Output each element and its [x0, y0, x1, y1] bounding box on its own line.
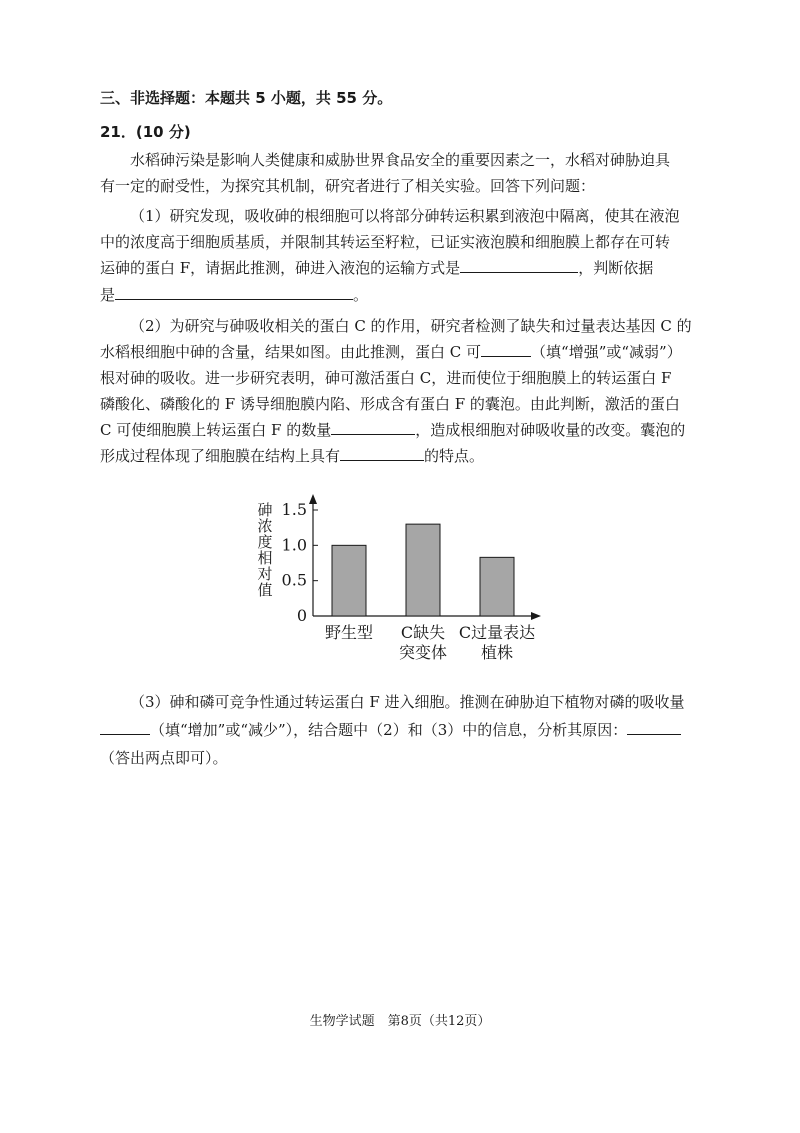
part2-line-1: （2）为研究与砷吸收相关的蛋白 C 的作用，研究者检测了缺失和过量表达基因 C 的: [130, 317, 692, 335]
part2-line-2-text-b: （填“增强”或“减弱”）: [531, 343, 682, 361]
answer-blank-basis[interactable]: [115, 285, 353, 300]
intro-line-2: 有一定的耐受性，为探究其机制，研究者进行了相关实验。回答下列问题：: [100, 177, 596, 195]
part3-line-3: （答出两点即可）。: [100, 749, 228, 767]
part2-line-6-text-a: 形成过程体现了细胞膜在结构上具有: [100, 447, 341, 465]
x-tick-label: 野生型: [324, 623, 374, 642]
part3-line-1: （3）砷和磷可竞争性通过转运蛋白 F 进入细胞。推测在砷胁迫下植物对磷的吸收量: [130, 693, 685, 711]
part3-line-2: [100, 720, 681, 740]
part1-line-3-text-b: ，判断依据: [578, 259, 654, 277]
part1-line-3: [100, 258, 653, 278]
x-tick-label: 突变体: [398, 643, 448, 662]
chart-ylabel-char: 相: [257, 549, 273, 567]
x-axis-arrow: [531, 612, 541, 620]
x-tick-label: C缺失: [400, 623, 446, 642]
y-tick-label: 1.5: [281, 500, 307, 519]
answer-blank-membrane-feature[interactable]: [340, 446, 424, 461]
bar: [332, 545, 366, 616]
arsenic-bar-chart: [255, 490, 565, 680]
question-number: 21．(10 分): [100, 123, 191, 141]
part2-line-5-text-a: C 可使细胞膜上转运蛋白 F 的数量: [100, 421, 332, 439]
chart-ylabel-char: 浓: [257, 517, 273, 535]
chart-ylabel-char: 砷: [257, 501, 273, 519]
part2-line-5: [100, 420, 685, 440]
part2-line-3: 根对砷的吸收。进一步研究表明，砷可激活蛋白 C，进而使位于细胞膜上的转运蛋白 F: [100, 369, 672, 387]
y-axis-arrow: [309, 494, 317, 504]
y-tick-label: 0.5: [281, 570, 307, 590]
part1-line-4-text-a: 是: [100, 286, 116, 304]
y-tick-label: 0: [296, 606, 307, 625]
x-tick-label: C过量表达: [458, 623, 536, 642]
y-tick-label: 1.0: [281, 535, 307, 555]
part2-line-2: [100, 342, 682, 362]
answer-blank-transport-mode[interactable]: [460, 258, 578, 273]
part1-line-2: 中的浓度高于细胞质基质，并限制其转运至籽粒，已证实液泡膜和细胞膜上都存在可转: [100, 233, 671, 251]
part2-line-2-text-a: 水稻根细胞中砷的含量，结果如图。由此推测，蛋白 C 可: [100, 343, 482, 361]
part1-line-4-text-b: 。: [353, 286, 369, 304]
answer-blank-enhance-weaken[interactable]: [481, 342, 531, 357]
chart-ylabel-char: 对: [257, 565, 273, 583]
section-header: 三、非选择题：本题共 5 小题，共 55 分。: [100, 89, 393, 107]
intro-line-1: 水稻砷污染是影响人类健康和威胁世界食品安全的重要因素之一，水稻对砷胁迫具: [130, 151, 671, 169]
chart-ylabel: [255, 502, 275, 598]
chart-ylabel-char: 值: [257, 581, 273, 599]
part1-line-4: [100, 285, 368, 305]
x-tick-label: 植株: [480, 643, 514, 662]
part2-line-6: [100, 446, 484, 466]
chart-ylabel-char: 度: [257, 533, 273, 551]
answer-blank-reason[interactable]: [627, 720, 681, 735]
part3-line-2-text-a: （填“增加”或“减少”），结合题中（2）和（3）中的信息，分析其原因：: [150, 721, 628, 739]
answer-blank-phosphate-uptake[interactable]: [100, 720, 150, 735]
part1-line-1: （1）研究发现，吸收砷的根细胞可以将部分砷转运积累到液泡中隔离，使其在液泡: [130, 207, 680, 225]
part1-line-3-text-a: 运砷的蛋白 F，请据此推测，砷进入液泡的运输方式是: [100, 259, 461, 277]
bar: [406, 524, 440, 616]
answer-blank-protein-quantity[interactable]: [331, 420, 415, 435]
part2-line-4: 磷酸化、磷酸化的 F 诱导细胞膜内陷、形成含有蛋白 F 的囊泡。由此判断，激活的蛋白: [100, 395, 680, 413]
page-footer: 生物学试题 第8页（共12页）: [309, 1014, 491, 1029]
part2-line-5-text-b: ，造成根细胞对砷吸收量的改变。囊泡的: [415, 421, 686, 439]
part2-line-6-text-b: 的特点。: [424, 447, 485, 465]
chart-svg: [255, 490, 565, 680]
bar: [480, 557, 514, 616]
